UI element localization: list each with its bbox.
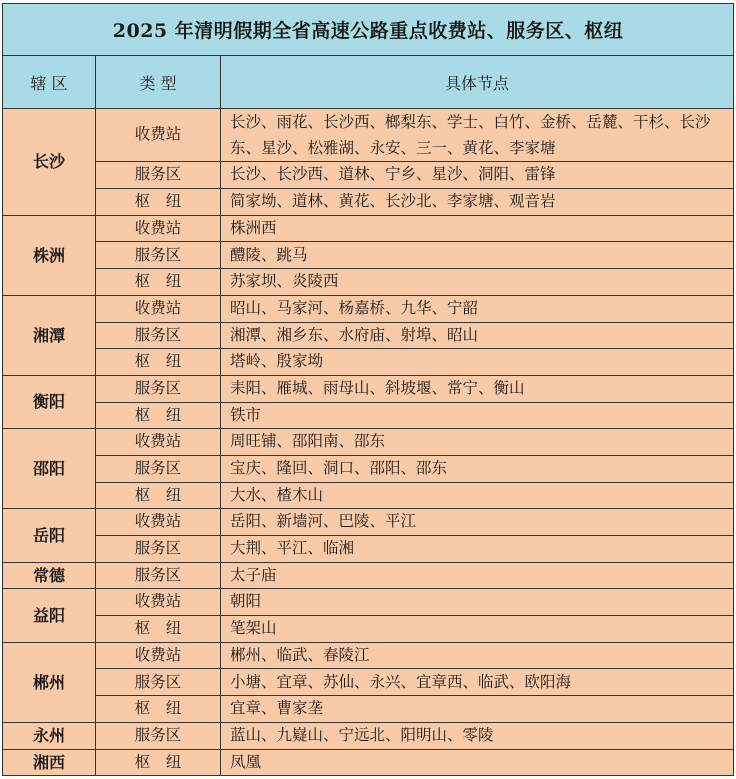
table-row [3, 455, 734, 482]
table-row [3, 589, 734, 616]
table-title: 2025 年清明假期全省高速公路重点收费站、服务区、枢纽 [3, 4, 734, 56]
region-cell: 长沙 [3, 109, 96, 216]
nodes-cell: 宜章、曹家垄 [221, 696, 734, 723]
nodes-cell: 宝庆、隆回、洞口、邵阳、邵东 [221, 455, 734, 482]
type-cell: 收费站 [96, 295, 221, 322]
type-cell: 收费站 [96, 509, 221, 536]
nodes-cell: 简家坳、道林、黄花、长沙北、李家塘、观音岩 [221, 189, 734, 216]
table-row [3, 215, 734, 242]
table-row [3, 295, 734, 322]
table-row [3, 109, 734, 162]
type-cell: 服务区 [96, 322, 221, 349]
header-region: 辖 区 [3, 56, 96, 109]
type-cell: 枢 纽 [96, 749, 221, 776]
table-row [3, 642, 734, 669]
table-row [3, 402, 734, 429]
table-row [3, 562, 734, 589]
table-row [3, 322, 734, 349]
table-row [3, 429, 734, 456]
table-row [3, 375, 734, 402]
table-row [3, 162, 734, 189]
nodes-cell: 株洲西 [221, 215, 734, 242]
nodes-cell: 耒阳、雁城、雨母山、斜坡堰、常宁、衡山 [221, 375, 734, 402]
region-cell: 益阳 [3, 589, 96, 642]
type-cell: 服务区 [96, 536, 221, 563]
region-cell: 株洲 [3, 215, 96, 295]
nodes-cell: 大水、楂木山 [221, 482, 734, 509]
region-cell: 衡阳 [3, 375, 96, 428]
nodes-cell: 大荆、平江、临湘 [221, 536, 734, 563]
type-cell: 服务区 [96, 455, 221, 482]
type-cell: 枢 纽 [96, 189, 221, 216]
region-cell: 湘西 [3, 749, 96, 776]
type-cell: 枢 纽 [96, 696, 221, 723]
region-cell: 岳阳 [3, 509, 96, 562]
highway-nodes-table [2, 3, 734, 776]
header-nodes: 具体节点 [221, 56, 734, 109]
nodes-cell: 周旺铺、邵阳南、邵东 [221, 429, 734, 456]
table-row [3, 482, 734, 509]
type-cell: 枢 纽 [96, 616, 221, 643]
nodes-cell: 长沙、雨花、长沙西、榔梨东、学士、白竹、金桥、岳麓、干杉、长沙东、星沙、松雅湖、永安、三一、黄花、李家塘 [221, 109, 734, 162]
table-row [3, 616, 734, 643]
table-row [3, 696, 734, 723]
header-row [3, 56, 734, 109]
type-cell: 收费站 [96, 215, 221, 242]
region-cell: 常德 [3, 562, 96, 589]
nodes-cell: 塔岭、殷家坳 [221, 349, 734, 376]
nodes-cell: 长沙、长沙西、道林、宁乡、星沙、洞阳、雷锋 [221, 162, 734, 189]
table-row [3, 669, 734, 696]
nodes-cell: 朝阳 [221, 589, 734, 616]
nodes-cell: 蓝山、九嶷山、宁远北、阳明山、零陵 [221, 722, 734, 749]
nodes-cell: 昭山、马家河、杨嘉桥、九华、宁韶 [221, 295, 734, 322]
nodes-cell: 苏家坝、炎陵西 [221, 269, 734, 296]
table-row [3, 722, 734, 749]
type-cell: 服务区 [96, 722, 221, 749]
type-cell: 收费站 [96, 589, 221, 616]
type-cell: 收费站 [96, 429, 221, 456]
nodes-cell: 太子庙 [221, 562, 734, 589]
nodes-cell: 岳阳、新墙河、巴陵、平江 [221, 509, 734, 536]
table-row [3, 536, 734, 563]
nodes-cell: 小塘、宜章、苏仙、永兴、宜章西、临武、欧阳海 [221, 669, 734, 696]
type-cell: 服务区 [96, 162, 221, 189]
region-cell: 湘潭 [3, 295, 96, 375]
header-type: 类 型 [96, 56, 221, 109]
nodes-cell: 郴州、临武、春陵江 [221, 642, 734, 669]
nodes-cell: 铁市 [221, 402, 734, 429]
region-cell: 邵阳 [3, 429, 96, 509]
type-cell: 服务区 [96, 669, 221, 696]
table-row [3, 349, 734, 376]
type-cell: 枢 纽 [96, 482, 221, 509]
table-row [3, 269, 734, 296]
table-body [3, 109, 734, 776]
nodes-cell: 笔架山 [221, 616, 734, 643]
table-row [3, 509, 734, 536]
nodes-cell: 湘潭、湘乡东、水府庙、射埠、昭山 [221, 322, 734, 349]
table-row [3, 749, 734, 776]
type-cell: 服务区 [96, 562, 221, 589]
table-row [3, 189, 734, 216]
type-cell: 收费站 [96, 642, 221, 669]
type-cell: 服务区 [96, 242, 221, 269]
type-cell: 枢 纽 [96, 349, 221, 376]
type-cell: 枢 纽 [96, 402, 221, 429]
nodes-cell: 凤凰 [221, 749, 734, 776]
region-cell: 郴州 [3, 642, 96, 722]
type-cell: 服务区 [96, 375, 221, 402]
region-cell: 永州 [3, 722, 96, 749]
type-cell: 枢 纽 [96, 269, 221, 296]
type-cell: 收费站 [96, 109, 221, 162]
table-row [3, 242, 734, 269]
nodes-cell: 醴陵、跳马 [221, 242, 734, 269]
